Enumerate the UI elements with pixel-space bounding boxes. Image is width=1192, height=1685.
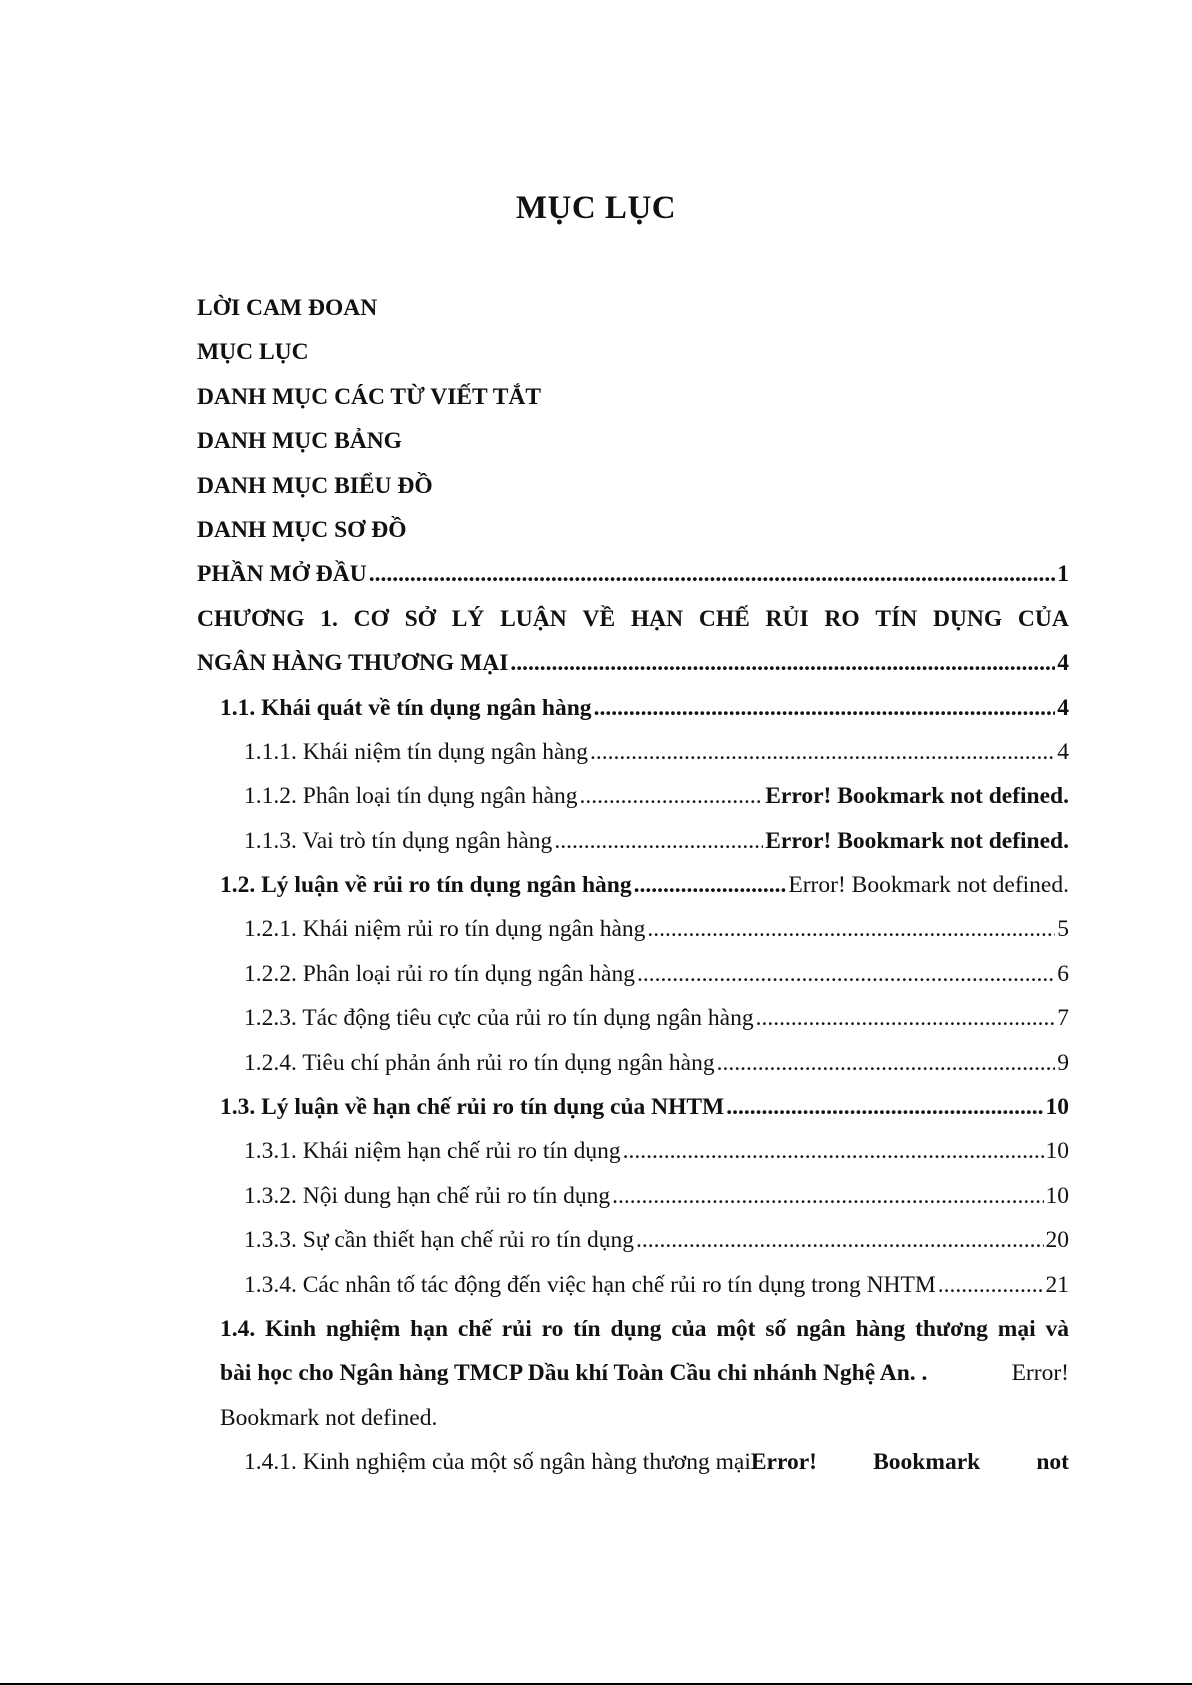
page-number: 4: [1057, 694, 1069, 721]
justified-word: RỦI: [765, 605, 809, 632]
toc-entry-1-4-line2[interactable]: [197, 1351, 1069, 1395]
toc-entry-muc-luc[interactable]: [197, 330, 1069, 374]
toc-entry-1-2-2[interactable]: [197, 952, 1069, 996]
page-number: 4: [1057, 650, 1069, 677]
toc-entry-text: DANH MỤC BẢNG: [197, 428, 402, 455]
page-number: 7: [1057, 1005, 1069, 1032]
page-number: 10: [1045, 1138, 1069, 1165]
bookmark-error-word: Error!: [750, 1449, 817, 1476]
dot-leader: [554, 819, 763, 863]
page-number: 4: [1057, 738, 1069, 765]
justified-word: LUẬN: [500, 605, 567, 632]
toc-entry-text: 1.2.4. Tiêu chí phản ánh rủi ro tín dụng ngân hàng: [244, 1049, 715, 1076]
toc-entry-chuong-1-line2[interactable]: [197, 641, 1069, 685]
dot-leader: [647, 907, 1055, 951]
dot-leader: [510, 641, 1055, 685]
toc-entry-text: bài học cho Ngân hàng TMCP Dầu khí Toàn Cầu chi nhánh Nghệ An. .: [220, 1360, 928, 1387]
bookmark-error: Error!: [1011, 1360, 1069, 1387]
justified-word: số: [765, 1315, 787, 1342]
toc-entry-text: [197, 597, 1069, 641]
dot-leader: [726, 1085, 1043, 1129]
dot-leader: [634, 863, 787, 907]
toc-entry-text: 1.1.2. Phân loại tín dụng ngân hàng: [244, 783, 578, 810]
bookmark-error-word: Bookmark: [873, 1449, 981, 1476]
page-number: 10: [1045, 1182, 1069, 1209]
toc-entry-text: 1.2.3. Tác động tiêu cực của rủi ro tín dụng ngân hàng: [244, 1005, 754, 1032]
justified-word: 1.4.: [220, 1315, 256, 1342]
justified-word: VỀ: [582, 605, 616, 632]
page-number: 5: [1057, 916, 1069, 943]
justified-word: CƠ: [353, 605, 389, 632]
page-number: 1: [1057, 561, 1069, 588]
toc-entry-text: 1.2. Lý luận về rủi ro tín dụng ngân hàng: [220, 872, 632, 899]
toc-entry-1-4-line1[interactable]: [197, 1307, 1069, 1351]
bookmark-error: Bookmark not defined.: [220, 1404, 438, 1431]
justified-word: TÍN: [875, 605, 918, 632]
toc-entry-phan-mo-dau[interactable]: [197, 552, 1069, 596]
dot-leader: [612, 1174, 1043, 1218]
toc-entry-text: 1.3.2. Nội dung hạn chế rủi ro tín dụng: [244, 1182, 611, 1209]
toc-entry-text: 1.1.3. Vai trò tín dụng ngân hàng: [244, 827, 553, 854]
toc-entry-danh-muc-so-do[interactable]: [197, 508, 1069, 552]
justified-word: dụng: [610, 1315, 662, 1342]
justified-word: 1.: [320, 605, 338, 632]
page-number: 9: [1057, 1049, 1069, 1076]
toc-entry-1-1-3[interactable]: [197, 819, 1069, 863]
bookmark-error: [751, 1440, 1069, 1484]
toc-entry-text: DANH MỤC BIỂU ĐỒ: [197, 472, 433, 499]
dot-leader: [756, 996, 1056, 1040]
justified-word: DỤNG: [932, 605, 1003, 632]
justified-word: HẠN: [630, 605, 684, 632]
justified-word: CHƯƠNG: [197, 605, 305, 632]
justified-word: ngân: [796, 1315, 846, 1342]
dot-leader: [637, 952, 1055, 996]
toc-entry-1-4-1[interactable]: [197, 1440, 1069, 1484]
dot-leader: [590, 730, 1055, 774]
toc-entry-1-2[interactable]: [197, 863, 1069, 907]
justified-word: và: [1045, 1315, 1069, 1342]
bookmark-error-word: not: [1036, 1449, 1069, 1476]
justified-word: SỞ: [404, 605, 436, 632]
page-title: MỤC LỤC: [515, 190, 677, 226]
toc-entry-1-1-1[interactable]: [197, 730, 1069, 774]
toc-entry-text: 1.4.1. Kinh nghiệm của một số ngân hàng thương mại: [244, 1449, 751, 1476]
justified-word: của: [671, 1315, 707, 1342]
page-number: 21: [1045, 1271, 1069, 1298]
toc-entry-1-3-4[interactable]: [197, 1263, 1069, 1307]
page-number: 10: [1045, 1094, 1069, 1121]
justified-word: ro: [541, 1315, 564, 1342]
toc-entry-danh-muc-bieu-do[interactable]: [197, 464, 1069, 508]
toc-entry-text: MỤC LỤC: [197, 339, 309, 366]
toc-entry-text: [220, 1307, 1069, 1351]
justified-word: mại: [997, 1315, 1036, 1342]
toc-entry-text: DANH MỤC CÁC TỪ VIẾT TẮT: [197, 383, 542, 410]
dot-leader: [717, 1041, 1056, 1085]
toc-entry-text: 1.1. Khái quát về tín dụng ngân hàng: [220, 694, 592, 721]
toc-entry-text: DANH MỤC SƠ ĐỒ: [197, 516, 407, 543]
toc-entry-text: PHẦN MỞ ĐẦU: [197, 561, 367, 588]
dot-leader: [938, 1263, 1044, 1307]
toc-entry-1-3-1[interactable]: [197, 1129, 1069, 1173]
table-of-contents: [197, 286, 1069, 1485]
justified-word: hạn: [410, 1315, 449, 1342]
bookmark-error: Error! Bookmark not defined.: [765, 827, 1069, 854]
toc-entry-text: 1.3.3. Sự cần thiết hạn chế rủi ro tín dụng: [244, 1227, 634, 1254]
toc-entry-text: 1.3. Lý luận về hạn chế rủi ro tín dụng của NHTM: [220, 1094, 725, 1121]
toc-entry-1-2-1[interactable]: [197, 907, 1069, 951]
justified-word: nghiệm: [325, 1315, 401, 1342]
justified-word: tín: [573, 1315, 601, 1342]
dot-leader: [369, 552, 1056, 596]
toc-entry-text: 1.3.1. Khái niệm hạn chế rủi ro tín dụng: [244, 1138, 621, 1165]
toc-entry-1-2-3[interactable]: [197, 996, 1069, 1040]
toc-entry-text: 1.3.4. Các nhân tố tác động đến việc hạn chế rủi ro tín dụng trong NHTM: [244, 1271, 936, 1298]
justified-word: chế: [457, 1315, 492, 1342]
justified-word: rủi: [501, 1315, 532, 1342]
dot-leader: [580, 774, 764, 818]
toc-entry-1-1-2[interactable]: [197, 774, 1069, 818]
toc-entry-text: 1.2.2. Phân loại rủi ro tín dụng ngân hàng: [244, 960, 635, 987]
justified-word: Kinh: [265, 1315, 317, 1342]
toc-entry-1-3-3[interactable]: [197, 1218, 1069, 1262]
dot-leader: [636, 1218, 1044, 1262]
toc-entry-1-3-2[interactable]: [197, 1174, 1069, 1218]
toc-entry-text: 1.1.1. Khái niệm tín dụng ngân hàng: [244, 738, 588, 765]
justified-word: thương: [915, 1315, 988, 1342]
dot-leader: [594, 686, 1056, 730]
toc-entry-text: LỜI CAM ĐOAN: [197, 295, 378, 321]
toc-entry-danh-muc-bang[interactable]: [197, 419, 1069, 463]
page-number: 6: [1057, 960, 1069, 987]
justified-word: LÝ: [451, 605, 485, 632]
bookmark-error: Error! Bookmark not defined.: [765, 783, 1069, 810]
toc-entry-tu-viet-tat[interactable]: [197, 375, 1069, 419]
dot-leader: [623, 1129, 1044, 1173]
toc-entry-1-3[interactable]: [197, 1085, 1069, 1129]
toc-entry-text: NGÂN HÀNG THƯƠNG MẠI: [197, 650, 509, 677]
justified-word: một: [716, 1315, 756, 1342]
justified-word: CHẾ: [698, 605, 750, 632]
toc-entry-text: 1.2.1. Khái niệm rủi ro tín dụng ngân hàng: [244, 916, 646, 943]
toc-entry-loi-cam-doan[interactable]: [197, 286, 1069, 330]
page-number: 20: [1045, 1227, 1069, 1254]
bookmark-error: Error! Bookmark not defined.: [788, 872, 1069, 899]
toc-entry-1-4-line3[interactable]: [197, 1396, 1069, 1440]
toc-entry-1-2-4[interactable]: [197, 1041, 1069, 1085]
justified-word: hàng: [855, 1315, 906, 1342]
justified-word: RO: [824, 605, 860, 632]
toc-entry-1-1[interactable]: [197, 686, 1069, 730]
toc-entry-chuong-1-line1[interactable]: [197, 597, 1069, 641]
justified-word: CỦA: [1017, 605, 1069, 632]
